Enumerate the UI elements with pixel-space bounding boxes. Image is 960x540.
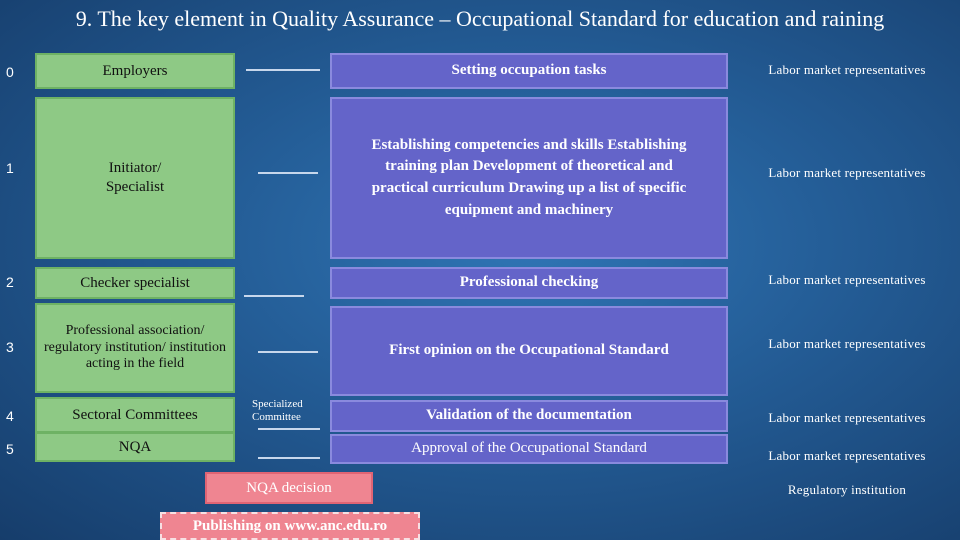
actor-box-checker: [35, 267, 235, 299]
row-number-5: 5: [6, 441, 14, 457]
actor-box-nqa: [35, 432, 235, 462]
regulatory-institution-label: Regulatory institution: [787, 482, 907, 497]
actor-box-employers: [35, 53, 235, 89]
actor-label: Initiator/ Specialist: [105, 160, 165, 195]
row-number-1: 1: [6, 160, 14, 176]
actor-box-initiator: [35, 97, 235, 259]
task-box-setting: [330, 53, 728, 89]
task-label: Validation of the documentation: [426, 407, 632, 424]
task-box-validation: [330, 400, 728, 432]
row-number-0: 0: [6, 64, 14, 80]
stakeholder-label: Labor market representatives: [768, 165, 926, 180]
actor-box-association: [35, 303, 235, 393]
actor-label: Sectoral Committees: [72, 406, 198, 423]
actor-label: NQA: [118, 438, 152, 455]
stakeholder-label: Labor market representatives: [768, 336, 926, 351]
connector-line: [258, 457, 320, 459]
actor-box-sectoral-committees: [35, 397, 235, 433]
task-label: Setting occupation tasks: [451, 62, 607, 79]
actor-label: Professional association/ regulatory institution/ institution acting in the field: [44, 322, 226, 372]
actor-label: Employers: [102, 62, 168, 79]
nqa-decision-box: [205, 472, 373, 504]
task-label: First opinion on the Occupational Standard: [389, 342, 669, 359]
task-box-first-opinion: [330, 306, 728, 396]
task-label: Establishing competencies and skills Establishing training plan Development of theoretical and practical curriculum Drawing up a list of specific equipment and machinery: [371, 136, 687, 218]
task-box-professional-checking: [330, 267, 728, 299]
publishing-box: [160, 512, 420, 540]
task-box-establishing: [330, 97, 728, 259]
row-number-3: 3: [6, 339, 14, 355]
slide-title: 9. The key element in Quality Assurance – Occupational Standard for education and raining: [75, 6, 885, 31]
nqa-decision-label: NQA decision: [246, 480, 332, 496]
connector-line: [258, 351, 318, 353]
connector-line: [246, 69, 320, 71]
task-label: Approval of the Occupational Standard: [411, 440, 647, 457]
connector-line: [258, 172, 318, 174]
row-number-2: 2: [6, 274, 14, 290]
connector-line: [258, 428, 320, 430]
actor-label: Checker specialist: [80, 274, 190, 291]
stakeholder-label: Labor market representatives: [768, 62, 926, 77]
publishing-label: Publishing on www.anc.edu.ro: [192, 518, 388, 534]
specialized-committee-label: Specialized Committee: [252, 398, 303, 424]
task-box-approval: [330, 434, 728, 464]
stakeholder-label: Labor market representatives: [768, 448, 926, 463]
stakeholder-label: Labor market representatives: [768, 272, 926, 287]
row-number-4: 4: [6, 408, 14, 424]
connector-line: [244, 295, 304, 297]
stakeholder-label: Labor market representatives: [768, 410, 926, 425]
task-label: Professional checking: [459, 274, 599, 291]
